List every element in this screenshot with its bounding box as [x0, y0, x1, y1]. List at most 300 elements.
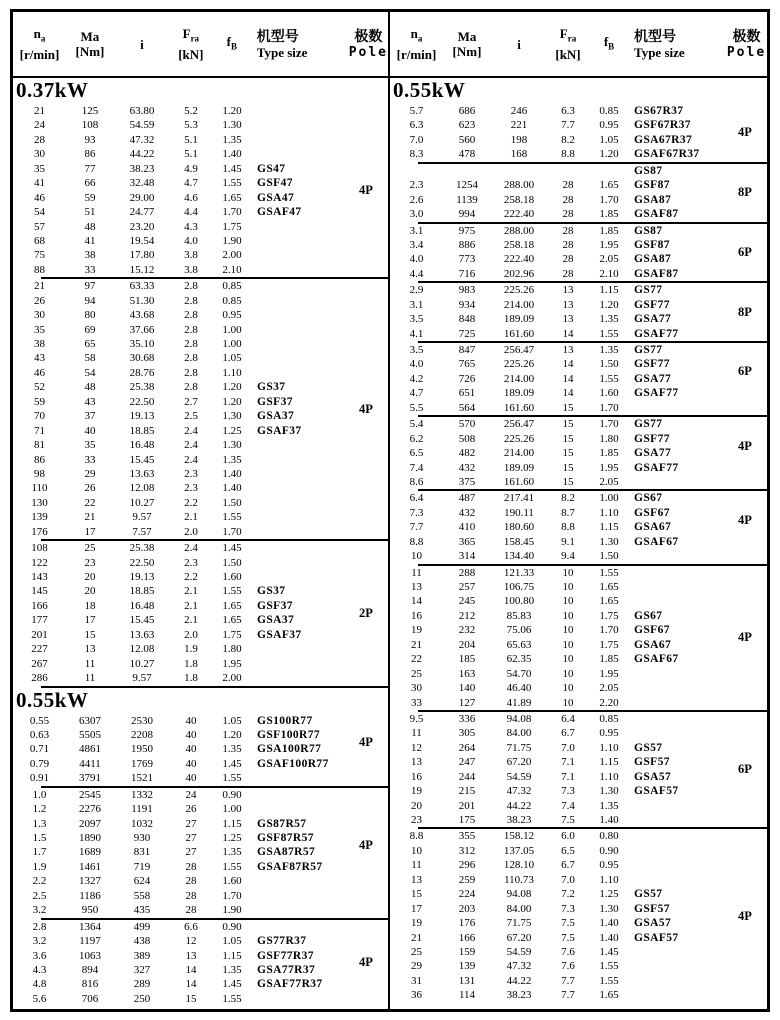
type-size-label: GSF77R37	[257, 949, 314, 962]
cell-service-factor: 1.10	[599, 741, 619, 754]
cell-torque: 305	[458, 727, 476, 740]
cell-radial-force: 15	[562, 461, 574, 474]
table-row	[13, 248, 388, 262]
cell-radial-force: 2.8	[184, 366, 198, 379]
table-row	[13, 453, 388, 467]
cell-torque: 355	[458, 830, 476, 843]
header-radial-force-unit: [kN]	[178, 46, 204, 62]
cell-speed: 0.91	[29, 772, 50, 785]
cell-speed: 3.1	[409, 224, 424, 237]
cell-torque: 6307	[79, 714, 101, 727]
cell-radial-force: 10	[562, 609, 574, 622]
cell-torque: 482	[458, 447, 476, 460]
cell-service-factor: 1.15	[599, 521, 619, 534]
cell-radial-force: 8.2	[561, 133, 575, 146]
table-row	[13, 481, 388, 495]
cell-speed: 12	[411, 741, 422, 754]
cell-speed: 4.3	[32, 963, 47, 976]
cell-service-factor: 1.95	[599, 461, 619, 474]
cell-service-factor: 1.20	[599, 298, 619, 311]
type-size-label: GSF57	[634, 902, 670, 915]
cell-speed: 2.6	[409, 193, 424, 206]
cell-ratio: 67.20	[506, 931, 532, 944]
table-row	[13, 599, 388, 613]
type-size-label	[252, 510, 349, 524]
cell-speed: 30	[34, 148, 45, 161]
cell-service-factor: 1.35	[222, 453, 242, 466]
cell-speed: 201	[31, 628, 48, 641]
cell-radial-force: 14	[562, 372, 574, 385]
cell-service-factor: 0.90	[222, 920, 242, 933]
cell-ratio: 2208	[131, 728, 153, 741]
cell-ratio: 180.60	[503, 521, 535, 534]
type-size-label: GSAF67	[634, 535, 679, 548]
header-speed-symbol: n	[410, 26, 418, 42]
cell-torque: 365	[458, 535, 476, 548]
table-row	[13, 525, 388, 539]
cell-radial-force: 2.1	[184, 614, 198, 627]
cell-ratio: 1769	[131, 757, 153, 770]
cell-speed: 11	[411, 727, 422, 740]
header-speed-unit: [r/min]	[396, 46, 437, 62]
cell-torque: 22	[84, 496, 96, 509]
cell-ratio: 62.35	[506, 653, 532, 666]
cell-radial-force: 2.4	[184, 439, 198, 452]
type-size-label: GSAF100R77	[257, 757, 329, 770]
cell-radial-force: 13	[562, 284, 574, 297]
data-block	[390, 343, 767, 415]
cell-service-factor: 1.35	[599, 313, 619, 326]
type-size-label: GSAF47	[257, 206, 302, 219]
cell-radial-force: 15	[562, 432, 574, 445]
cell-torque: 848	[458, 313, 476, 326]
cell-torque: 77	[84, 162, 96, 175]
cell-speed: 30	[34, 309, 45, 322]
type-size-label	[629, 549, 726, 563]
type-size-label: GSA87	[634, 253, 672, 266]
section-power-title: 0.37kW	[16, 78, 89, 102]
cell-radial-force: 10	[562, 595, 574, 608]
table-row	[390, 755, 767, 769]
cell-service-factor: 2.05	[599, 682, 619, 695]
table-row	[13, 541, 388, 555]
cell-torque: 487	[458, 492, 476, 505]
type-size-label	[252, 642, 349, 656]
cell-radial-force: 1.9	[184, 643, 198, 656]
cell-ratio: 18.85	[129, 585, 155, 598]
cell-speed: 108	[31, 542, 48, 555]
cell-radial-force: 2.8	[184, 294, 198, 307]
table-row	[13, 220, 388, 234]
header-radial-force-symbol: F	[182, 26, 191, 42]
cell-torque: 20	[84, 585, 96, 598]
header-torque-symbol: Ma	[457, 29, 477, 44]
cell-service-factor: 1.20	[222, 105, 242, 117]
cell-torque: 15	[84, 628, 96, 641]
right-column-header	[390, 12, 767, 78]
cell-service-factor: 2.00	[222, 249, 242, 262]
cell-ratio: 930	[133, 832, 151, 844]
cell-speed: 21	[34, 105, 45, 117]
cell-service-factor: 1.15	[599, 284, 619, 297]
table-row	[13, 438, 388, 452]
type-size-label: GSF100R77	[257, 728, 321, 741]
cell-speed: 70	[34, 410, 45, 423]
pole-label: 6P	[738, 762, 752, 777]
header-speed-symbol: n	[33, 26, 41, 42]
cell-service-factor: 1.55	[222, 992, 242, 1005]
type-size-label	[629, 873, 726, 887]
cell-speed: 1.7	[32, 846, 47, 859]
table-row	[390, 902, 767, 916]
type-size-label	[629, 858, 726, 872]
cell-radial-force: 15	[562, 418, 574, 431]
cell-radial-force: 4.4	[184, 206, 198, 219]
cell-speed: 46	[34, 366, 45, 379]
cell-speed: 3.2	[32, 935, 47, 948]
cell-torque: 25	[84, 542, 96, 555]
cell-ratio: 161.60	[503, 401, 535, 414]
type-size-label	[252, 279, 349, 293]
type-size-label	[252, 671, 349, 685]
left-column-header	[13, 12, 388, 78]
cell-ratio: 32.48	[129, 177, 155, 190]
cell-torque: 623	[458, 119, 476, 132]
cell-speed: 11	[411, 566, 422, 579]
cell-service-factor: 1.70	[222, 889, 242, 902]
cell-speed: 5.6	[32, 992, 47, 1005]
cell-service-factor: 1.15	[599, 756, 619, 769]
cell-speed: 57	[34, 220, 45, 233]
cell-service-factor: 1.65	[222, 614, 242, 627]
cell-ratio: 161.60	[503, 327, 535, 340]
cell-service-factor: 1.05	[222, 935, 242, 948]
cell-radial-force: 3.8	[184, 249, 198, 262]
cell-service-factor: 1.30	[222, 410, 242, 423]
cell-speed: 26	[34, 294, 45, 307]
pole-label: 4P	[738, 512, 752, 527]
cell-service-factor: 1.70	[599, 624, 619, 637]
cell-speed: 130	[31, 496, 48, 509]
table-row	[390, 327, 767, 341]
cell-torque: 244	[458, 770, 476, 783]
pole-label: 6P	[738, 364, 752, 379]
cell-ratio: 13.63	[129, 467, 155, 480]
type-size-label	[252, 657, 349, 671]
cell-radial-force: 7.7	[561, 119, 575, 132]
cell-ratio: 63.80	[129, 105, 155, 117]
cell-torque: 570	[458, 418, 476, 431]
cell-radial-force: 14	[562, 327, 574, 340]
cell-service-factor: 1.65	[222, 191, 242, 204]
cell-service-factor: 2.05	[599, 253, 619, 266]
cell-radial-force: 27	[185, 817, 197, 830]
cell-ratio: 65.63	[506, 638, 532, 651]
left-table-body	[13, 78, 388, 1006]
cell-speed: 0.63	[29, 728, 50, 741]
cell-radial-force: 2.8	[184, 338, 198, 350]
cell-ratio: 38.23	[506, 989, 532, 1002]
cell-radial-force: 28	[562, 193, 574, 206]
cell-radial-force: 10	[562, 667, 574, 680]
cell-torque: 375	[458, 475, 476, 488]
cell-radial-force: 10	[562, 624, 574, 637]
cell-service-factor	[589, 164, 629, 178]
cell-radial-force: 2.2	[184, 496, 198, 509]
cell-torque: 114	[458, 989, 476, 1002]
table-row	[13, 323, 388, 337]
cell-ratio: 1521	[131, 772, 153, 785]
cell-ratio: 38.23	[129, 162, 155, 175]
table-row	[13, 831, 388, 845]
cell-torque: 204	[458, 638, 476, 651]
cell-ratio: 44.22	[506, 974, 532, 987]
type-size-label: GSF77	[634, 298, 670, 311]
cell-service-factor: 1.35	[599, 344, 619, 356]
cell-ratio: 51.30	[129, 294, 155, 307]
type-size-label	[629, 844, 726, 858]
cell-torque: 17	[84, 525, 96, 538]
cell-radial-force: 7.7	[561, 974, 575, 987]
cell-torque: 59	[84, 191, 96, 204]
table-row	[390, 298, 767, 312]
cell-speed: 3.1	[409, 298, 424, 311]
cell-torque: 224	[458, 888, 476, 901]
cell-torque: 215	[458, 785, 476, 798]
cell-service-factor: 1.35	[222, 133, 242, 146]
type-size-label: GSF47	[257, 177, 293, 190]
cell-radial-force: 2.8	[184, 309, 198, 322]
cell-service-factor: 0.85	[222, 280, 242, 293]
cell-ratio: 75.06	[506, 624, 532, 637]
type-size-label	[629, 829, 726, 843]
cell-ratio: 225.26	[503, 358, 535, 371]
cell-torque: 185	[458, 653, 476, 666]
cell-service-factor: 1.95	[222, 657, 242, 670]
cell-ratio: 54.59	[506, 945, 532, 958]
cell-radial-force: 9.1	[561, 535, 575, 548]
cell-service-factor: 1.35	[222, 963, 242, 976]
cell-ratio: 15.12	[129, 263, 155, 276]
section-power-title: 0.55kW	[16, 687, 89, 712]
data-block	[390, 224, 767, 282]
table-row	[390, 959, 767, 973]
table-row	[390, 974, 767, 988]
cell-speed: 22	[411, 653, 422, 666]
cell-radial-force: 28	[185, 860, 197, 873]
cell-torque: 1364	[79, 920, 101, 933]
cell-torque: 140	[458, 682, 476, 695]
table-row	[13, 949, 388, 963]
header-service-factor: $f_B$	[603, 33, 615, 52]
cell-ratio: 54.59	[506, 770, 532, 783]
cell-ratio: 189.09	[503, 313, 535, 326]
cell-ratio: 25.38	[129, 542, 155, 555]
cell-torque: 35	[84, 439, 96, 452]
cell-radial-force: 2.0	[184, 628, 198, 641]
cell-service-factor: 1.40	[599, 917, 619, 930]
cell-service-factor: 1.70	[599, 193, 619, 206]
cell-service-factor: 1.70	[599, 418, 619, 431]
cell-radial-force: 28	[185, 904, 197, 917]
cell-ratio: 1950	[131, 743, 153, 756]
table-row	[390, 520, 767, 534]
cell-speed: 28	[34, 133, 45, 146]
cell-ratio: 831	[133, 846, 151, 859]
cell-radial-force: 2.3	[184, 467, 198, 480]
cell-ratio: 17.80	[129, 249, 155, 262]
cell-ratio: 13.63	[129, 628, 155, 641]
cell-ratio: 558	[133, 889, 151, 902]
type-size-label: GSAF67R37	[634, 148, 700, 161]
type-size-label	[252, 337, 349, 351]
cell-torque: 18	[84, 599, 96, 612]
cell-radial-force: 7.3	[561, 785, 575, 798]
cell-torque: 159	[458, 945, 476, 958]
type-size-label: GS37	[257, 381, 286, 394]
cell-radial-force: 2.8	[184, 323, 198, 336]
table-row	[390, 401, 767, 415]
cell-speed: 20	[411, 799, 422, 812]
cell-ratio: 438	[133, 935, 151, 948]
type-size-label	[252, 467, 349, 481]
cell-speed: 1.5	[32, 832, 47, 844]
cell-ratio: 168	[510, 148, 528, 161]
type-size-label	[629, 988, 726, 1002]
type-size-label: GS87R57	[257, 817, 307, 830]
cell-service-factor: 1.30	[599, 535, 619, 548]
cell-torque: 11	[84, 657, 96, 670]
cell-speed: 13	[411, 756, 422, 769]
cell-speed: 11	[411, 859, 422, 872]
cell-radial-force: 7.7	[561, 989, 575, 1002]
cell-torque: 1139	[456, 193, 478, 206]
table-row	[13, 771, 388, 785]
cell-radial-force: 6.3	[561, 105, 575, 117]
cell-service-factor: 1.95	[599, 667, 619, 680]
cell-radial-force: 28	[185, 875, 197, 888]
cell-speed: 4.4	[409, 267, 424, 280]
table-row	[13, 903, 388, 917]
cell-ratio: 19.13	[129, 410, 155, 423]
table-row	[390, 446, 767, 460]
table-row	[390, 988, 767, 1002]
cell-speed: 14	[411, 595, 422, 608]
cell-ratio: 158.12	[503, 830, 535, 843]
table-row	[13, 845, 388, 859]
type-size-label: GS57	[634, 888, 663, 901]
cell-ratio: 19.13	[129, 571, 155, 583]
data-block	[390, 829, 767, 1002]
cell-ratio: 121.33	[503, 566, 535, 579]
cell-service-factor: 1.00	[222, 323, 242, 336]
type-size-label: GSA87R57	[257, 846, 316, 859]
cell-ratio: 9.57	[132, 672, 152, 685]
cell-ratio: 15.45	[129, 453, 155, 466]
cell-ratio: 2530	[131, 714, 153, 727]
cell-torque: 288	[458, 566, 476, 579]
pole-label: 4P	[359, 837, 373, 852]
cell-speed: 8.8	[409, 535, 424, 548]
cell-torque: 43	[84, 395, 96, 408]
cell-ratio: 1191	[131, 803, 153, 816]
table-row	[390, 770, 767, 784]
cell-ratio: 18.85	[129, 424, 155, 437]
table-row	[13, 802, 388, 816]
type-size-label	[252, 248, 349, 262]
type-size-label	[629, 681, 726, 695]
type-size-label	[252, 294, 349, 308]
cell-speed: 8.6	[409, 475, 424, 488]
cell-radial-force: 6.4	[561, 712, 575, 725]
cell-ratio: 41.89	[506, 696, 532, 709]
cell-torque: 716	[458, 267, 476, 280]
cell-ratio: 288.00	[503, 224, 535, 237]
type-size-label	[252, 992, 349, 1006]
cell-radial-force: 28	[562, 179, 574, 192]
type-size-label: GSA47	[257, 191, 295, 204]
type-size-label	[252, 771, 349, 785]
cell-ratio: 16.48	[129, 439, 155, 452]
type-size-label: GSAF77	[634, 461, 679, 474]
table-row	[390, 207, 767, 221]
cell-speed: 35	[34, 323, 45, 336]
table-row	[390, 652, 767, 666]
header-torque	[66, 29, 114, 59]
cell-service-factor: 0.95	[222, 309, 242, 322]
cell-radial-force: 10	[562, 696, 574, 709]
cell-torque: 564	[458, 401, 476, 414]
table-row	[13, 234, 388, 248]
cell-radial-force: 40	[185, 728, 197, 741]
cell-ratio: 128.10	[503, 859, 535, 872]
cell-speed: 1.0	[32, 788, 47, 801]
cell-speed: 4.1	[409, 327, 424, 340]
cell-service-factor: 1.20	[222, 728, 242, 741]
cell-service-factor: 0.85	[599, 105, 619, 117]
cell-torque: 314	[458, 550, 476, 563]
cell-ratio: 71.75	[506, 741, 532, 754]
table-row	[390, 945, 767, 959]
table-row	[13, 263, 388, 277]
table-row	[390, 623, 767, 637]
cell-service-factor: 0.95	[599, 727, 619, 740]
table-row	[13, 570, 388, 584]
table-row	[13, 742, 388, 756]
cell-service-factor: 1.55	[599, 974, 619, 987]
right-table-body	[390, 78, 767, 1003]
cell-ratio: 47.32	[506, 785, 532, 798]
header-torque-unit: [Nm]	[452, 44, 482, 59]
cell-ratio: 22.50	[129, 395, 155, 408]
pole-label: 4P	[738, 125, 752, 140]
cell-radial-force: 7.0	[561, 741, 575, 754]
cell-torque: 1186	[79, 889, 101, 902]
cell-torque: 58	[84, 352, 96, 365]
table-row	[390, 267, 767, 281]
cell-torque: 38	[84, 249, 96, 262]
table-row	[13, 205, 388, 219]
cell-torque: 175	[458, 814, 476, 826]
cell-ratio: 25.38	[129, 381, 155, 394]
cell-torque: 17	[84, 614, 96, 627]
cell-radial-force: 6.6	[184, 920, 198, 933]
table-row	[13, 977, 388, 991]
cell-service-factor: 1.10	[599, 506, 619, 519]
cell-speed: 1.9	[32, 860, 47, 873]
table-row	[390, 799, 767, 813]
cell-ratio: 100.80	[503, 595, 535, 608]
